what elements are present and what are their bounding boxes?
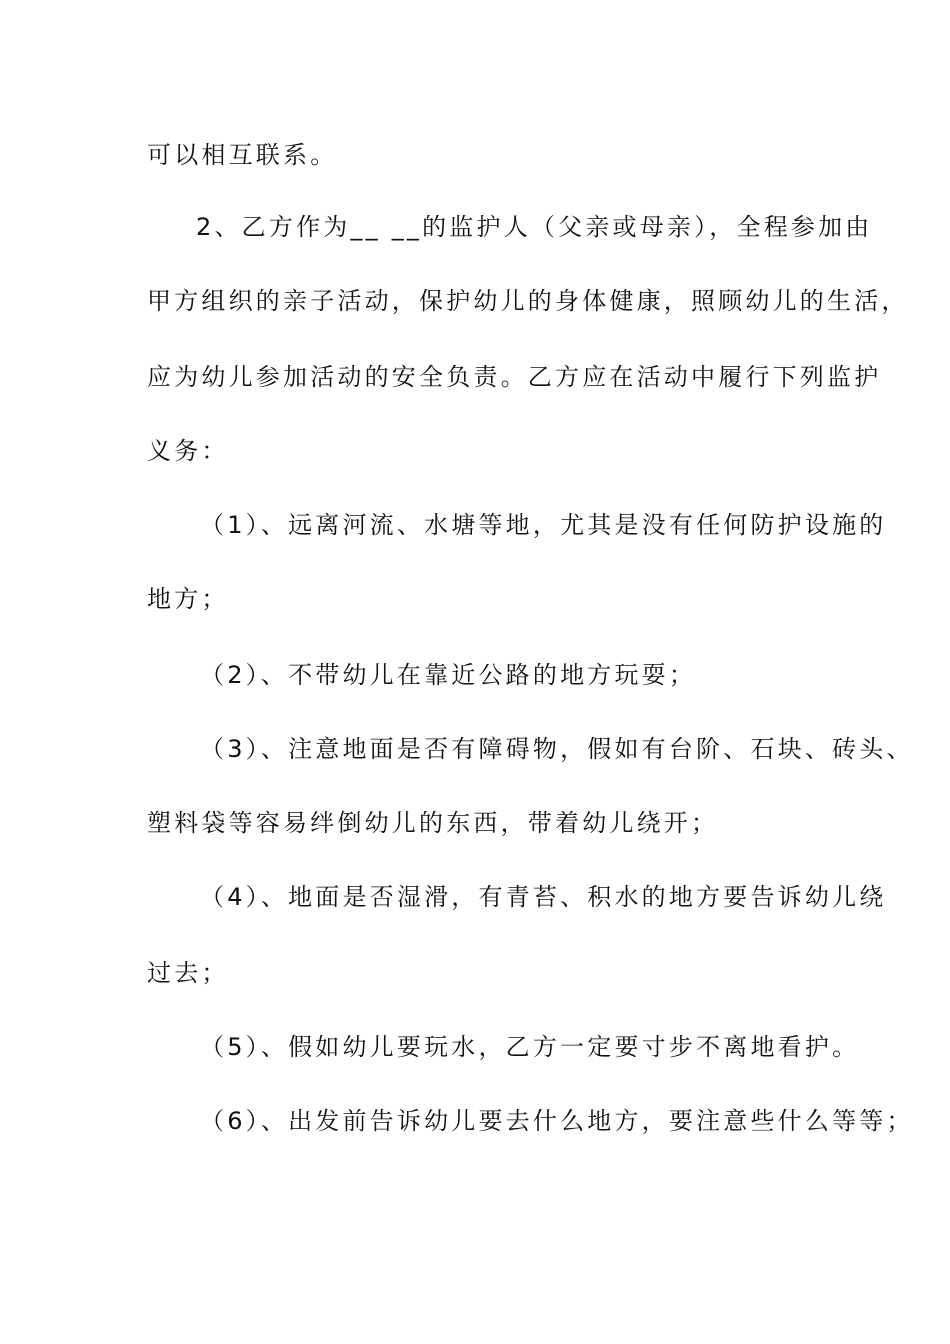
item-4-line-2: 过去；: [147, 959, 229, 987]
item-3-line-1: （3）、注意地面是否有障碍物，假如有台阶、石块、砖头、: [200, 735, 914, 763]
item-2: （2）、不带幼儿在靠近公路的地方玩耍；: [200, 661, 697, 689]
item-6: （6）、出发前告诉幼儿要去什么地方，要注意些什么等等；: [200, 1107, 914, 1135]
clause-2-line-1: 2、乙方作为__ __的监护人（父亲或母亲），全程参加由: [196, 213, 873, 241]
item-5: （5）、假如幼儿要玩水，乙方一定要寸步不离地看护。: [200, 1033, 860, 1061]
item-1-line-2: 地方；: [147, 585, 229, 613]
clause-2-line-3: 应为幼儿参加活动的安全负责。乙方应在活动中履行下列监护: [147, 363, 882, 391]
clause-2-line-4: 义务：: [147, 437, 229, 465]
text-line-continuation: 可以相互联系。: [147, 141, 338, 169]
item-4-line-1: （4）、地面是否湿滑，有青苔、积水的地方要告诉幼儿绕: [200, 883, 887, 911]
item-1-line-1: （1）、远离河流、水塘等地，尤其是没有任何防护设施的: [200, 511, 887, 539]
clause-2-line-2: 甲方组织的亲子活动，保护幼儿的身体健康，照顾幼儿的生活，: [147, 287, 909, 315]
item-3-line-2: 塑料袋等容易绊倒幼儿的东西，带着幼儿绕开；: [147, 809, 719, 837]
